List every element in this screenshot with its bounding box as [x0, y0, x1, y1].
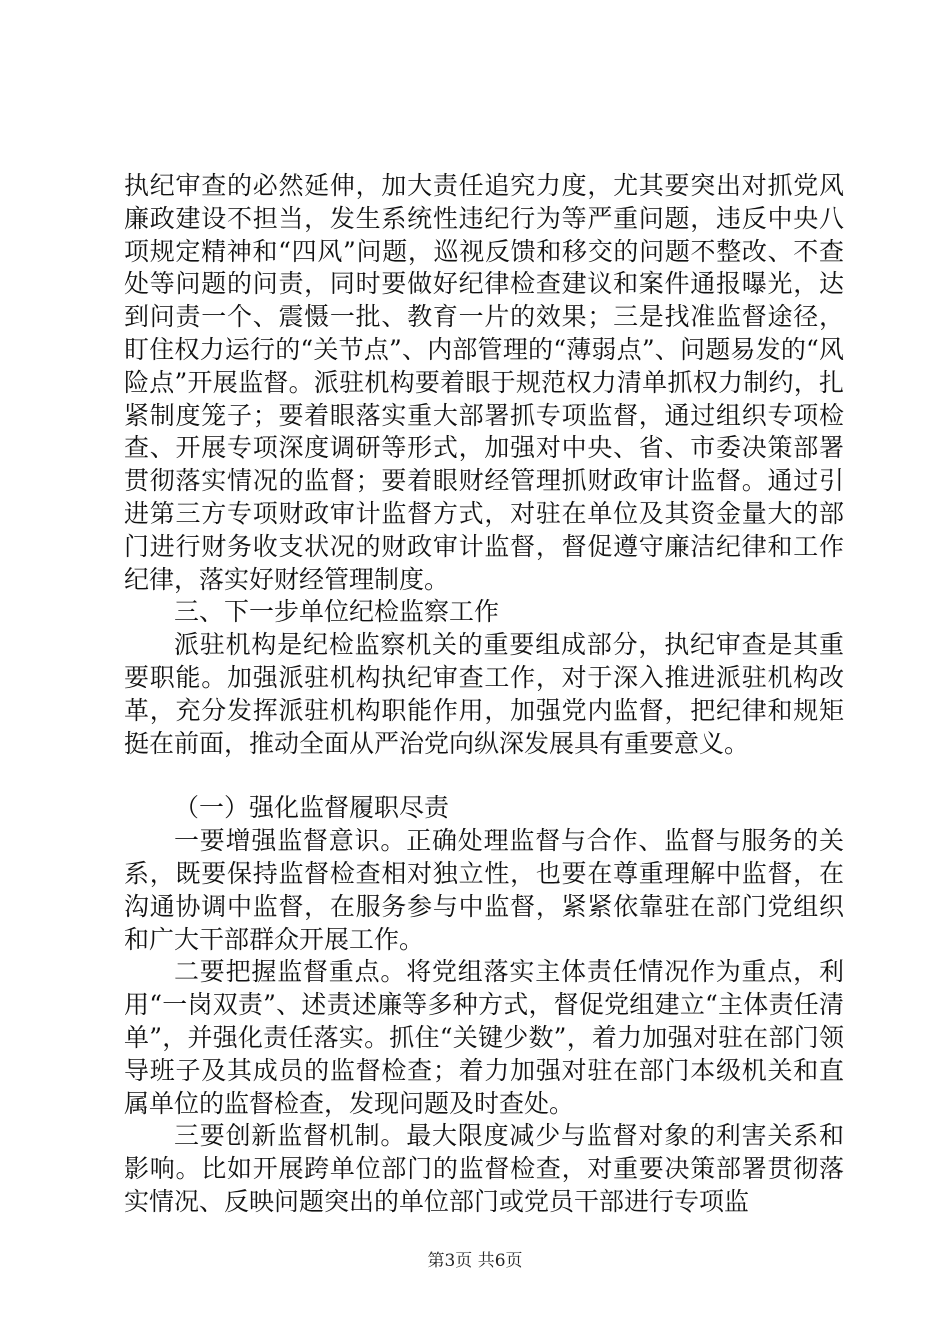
paragraph: 派驻机构是纪检监察机关的重要组成部分，执纪审查是其重要职能。加强派驻机构执纪审查工作，对于深入推进派驻机构改革，充分发挥派驻机构职能作用，加强党内监督，把纪律和规矩挺在前面，推动全面从严治党向纵深发展具有重要意义。 — [124, 630, 844, 758]
document-body — [124, 170, 844, 1219]
subsection-heading: （一）强化监督履职尽责 — [174, 793, 450, 823]
paragraph: 三要创新监督机制。最大限度减少与监督对象的利害关系和影响。比如开展跨单位部门的监督检查，对重要决策部署贯彻落实情况、反映问题突出的单位部门或党员干部进行专项监 — [124, 1121, 844, 1216]
paragraph: 二要把握监督重点。将党组落实主体责任情况作为重点，利用“一岗双责”、述责述廉等多种方式，督促党组建立“主体责任清单”，并强化责任落实。抓住“关键少数”，着力加强对驻在部门领导班子及其成员的监督检查；着力加强对驻在部门本级机关和直属单位的监督检查，发现问题及时查处。 — [124, 957, 844, 1118]
blank-line — [124, 760, 844, 792]
page-number-footer: 第3页 共6页 — [427, 1251, 523, 1271]
paragraph: 一要增强监督意识。正确处理监督与合作、监督与服务的关系，既要保持监督检查相对独立性，也要在尊重理解中监督，在沟通协调中监督，在服务参与中监督，紧紧依靠驻在部门党组织和广大干部群众开展工作。 — [124, 826, 844, 954]
paragraph-continuation: 执纪审查的必然延伸，加大责任追究力度，尤其要突出对抓党风廉政建设不担当，发生系统性违纪行为等严重问题，违反中央八项规定精神和“四风”问题，巡视反馈和移交的问题不整改、不查处等问题的问责，同时要做好纪律检查建议和案件通报曝光，达到问责一个、震慑一批、教育一片的效果；三是找准监督途径，盯住权力运行的“关节点”、内部管理的“薄弱点”、问题易发的“风险点”开展监督。派驻机构要着眼于规范权力清单抓权力制约，扎紧制度笼子；要着眼落实重大部署抓专项监督，通过组织专项检查、开展专项深度调研等形式，加强对中央、省、市委决策部署贯彻落实情况的监督；要着眼财经管理抓财政审计监督。通过引进第三方专项财政审计监督方式，对驻在单位及其资金量大的部门进行财务收支状况的财政审计监督，督促遵守廉洁纪律和工作纪律，落实好财经管理制度。 — [124, 171, 844, 594]
section-heading: 三、下一步单位纪检监察工作 — [174, 597, 500, 627]
